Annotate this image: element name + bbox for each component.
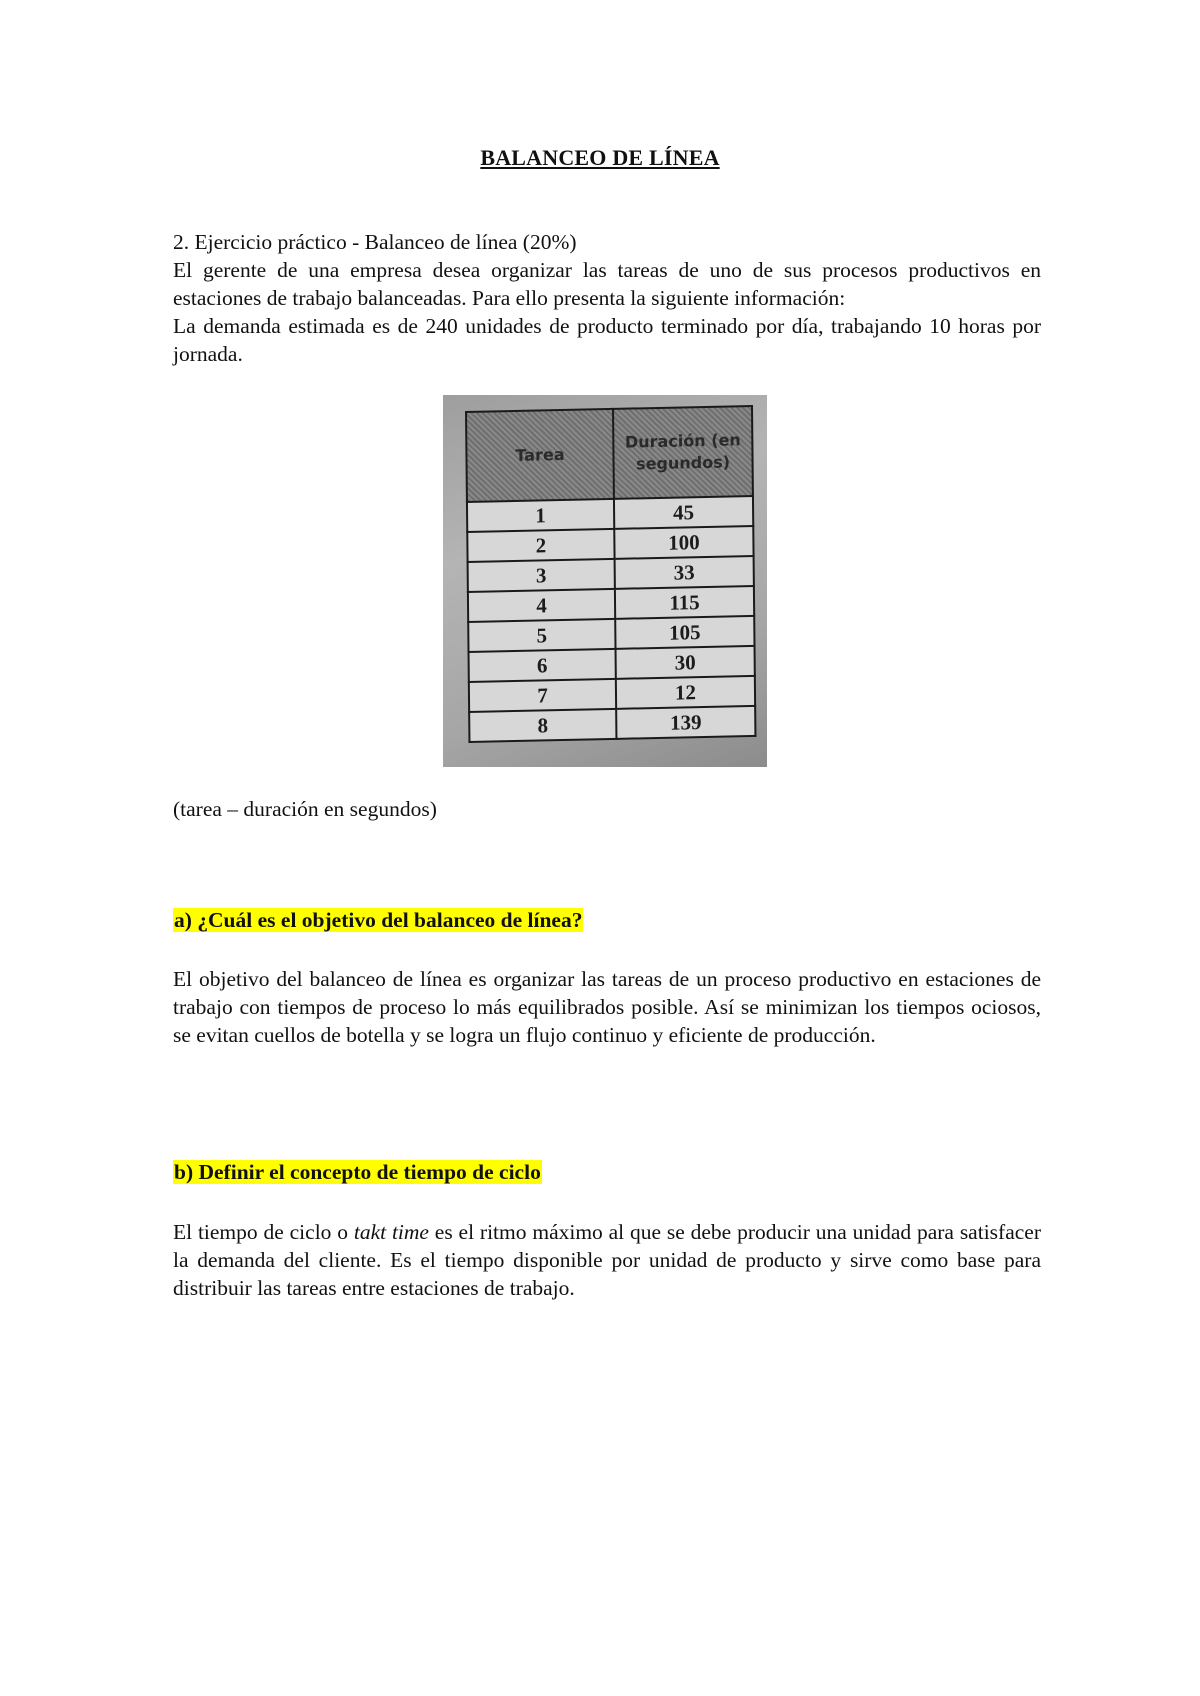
- table-cell-task: 2: [467, 529, 614, 562]
- table-cell-task: 7: [469, 679, 616, 712]
- table-cell-task: 3: [468, 559, 615, 592]
- task-duration-table-photo: [443, 395, 767, 767]
- answer-b: [173, 1218, 1041, 1302]
- table-cell-task: 6: [469, 649, 616, 682]
- intro-section: [173, 228, 1041, 368]
- table-cell-duration: 12: [616, 676, 755, 709]
- question-a: [173, 908, 583, 933]
- table-cell-duration: 105: [615, 616, 754, 649]
- task-duration-table: [465, 405, 756, 743]
- table-cell-duration: 100: [614, 526, 753, 559]
- demand-paragraph: La demanda estimada es de 240 unidades de producto terminado por día, trabajando 10 horas por jornada.: [173, 314, 1041, 366]
- exercise-heading: 2. Ejercicio práctico - Balanceo de línea (20%): [173, 230, 577, 254]
- answer-a: El objetivo del balanceo de línea es organizar las tareas de un proceso productivo en estaciones de trabajo con tiempos de proceso lo más equilibrados posible. Así se minimizan los tiempos ociosos, se evitan cuellos de botella y se logra un flujo continuo y eficiente de producción.: [173, 967, 1041, 1047]
- answer-b-emphasis: takt time: [353, 1220, 429, 1244]
- table-caption: (tarea – duración en segundos): [173, 797, 437, 821]
- intro-paragraph: El gerente de una empresa desea organizar las tareas de uno de sus procesos productivos en estaciones de trabajo balanceadas. Para ello presenta la siguiente información:: [173, 258, 1041, 310]
- question-b: [173, 1160, 542, 1185]
- answer-b-text-end: es el ritmo máximo al que se debe producir una unidad para satisfacer la demanda del cliente. Es el tiempo disponible por unidad de producto y sirve como base para distribuir las tareas entre estaciones de trabajo.: [173, 1220, 1041, 1300]
- table-cell-task: 8: [469, 709, 616, 742]
- table-cell-duration: 30: [616, 646, 755, 679]
- answer-b-text-start: El tiempo de ciclo o: [173, 1220, 354, 1244]
- table-cell-task: 1: [467, 499, 614, 532]
- document-title: BALANCEO DE LÍNEA: [480, 145, 720, 170]
- table-cell-duration: 33: [615, 556, 754, 589]
- table-cell-duration: 139: [616, 706, 755, 739]
- question-b-highlight: b) Definir el concepto de tiempo de ciclo: [174, 1160, 541, 1184]
- table-header-duration: Duración (en segundos): [613, 406, 753, 499]
- question-a-highlight: a) ¿Cuál es el objetivo del balanceo de línea?: [174, 908, 583, 932]
- table-cell-task: 5: [468, 619, 615, 652]
- table-cell-duration: 115: [615, 586, 754, 619]
- table-header-task: Tarea: [466, 409, 614, 502]
- table-header-row: [466, 406, 753, 502]
- table-cell-task: 4: [468, 589, 615, 622]
- table-cell-duration: 45: [614, 496, 753, 529]
- table-row: [469, 706, 755, 742]
